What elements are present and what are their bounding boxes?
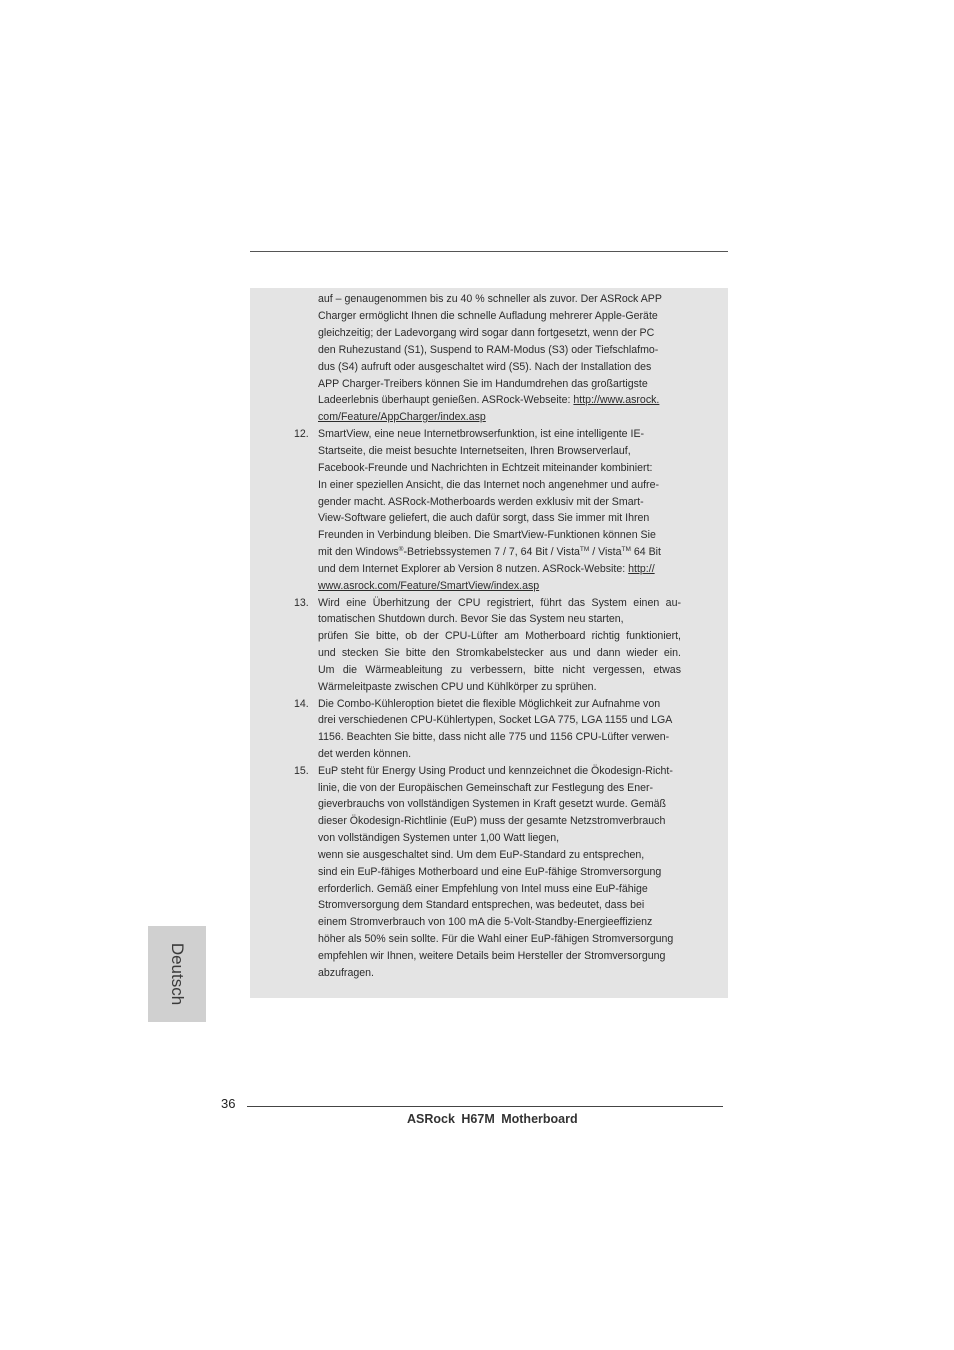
- text-line: 1156. Beachten Sie bitte, dass nicht alle 775 und 1156 CPU-Lüfter verwen-: [318, 731, 670, 743]
- text-line: erforderlich. Gemäß einer Empfehlung von Intel muss eine EuP-fähige: [318, 883, 648, 895]
- text-line: dus (S4) aufruft oder ausgeschaltet wird (S5). Nach der Installation des: [318, 361, 652, 373]
- text-line: Um die Wärmeableitung zu verbessern, bitte nicht vergessen, etwas: [318, 664, 681, 676]
- footer-divider: [247, 1106, 723, 1107]
- text-line: Die Combo-Kühleroption bietet die flexible Möglichkeit zur Aufnahme von: [318, 698, 661, 710]
- text-fragment: und dem Internet Explorer ab Version 8 nutzen. ASRock-Website:: [318, 563, 629, 575]
- text-line: linie, die von der Europäischen Gemeinschaft zur Festlegung des Ener-: [318, 782, 654, 794]
- item-number: 15.: [294, 765, 309, 777]
- text-line: In einer speziellen Ansicht, die das Internet noch angenehmer und aufre-: [318, 479, 659, 491]
- smartview-link[interactable]: http://: [628, 563, 655, 575]
- text-line: det werden können.: [318, 748, 412, 760]
- text-fragment: 64 Bit: [630, 546, 661, 558]
- text-line: Wärmeleitpaste zwischen CPU und Kühlkörper zu sprühen.: [318, 681, 597, 693]
- text-line: einem Stromverbrauch von 100 mA die 5-Volt-Standby-Energieeffizienz: [318, 916, 653, 928]
- text-line: auf – genaugenommen bis zu 40 % schneller als zuvor. Der ASRock APP: [318, 293, 662, 305]
- text-line: von vollständigen Systemen unter 1,00 Watt liegen,: [318, 832, 560, 844]
- text-line: dieser Ökodesign-Richtlinie (EuP) muss der gesamte Netzstromverbrauch: [318, 815, 666, 827]
- item-number: 14.: [294, 698, 309, 710]
- item-number: 13.: [294, 597, 309, 609]
- appcharger-link[interactable]: http://www.asrock.: [573, 394, 660, 406]
- language-tab: [148, 926, 206, 1022]
- footer-product-name: ASRock H67M Motherboard: [407, 1112, 578, 1126]
- text-line: empfehlen wir Ihnen, weitere Details beim Hersteller der Stromversorgung: [318, 950, 666, 962]
- appcharger-link-continued[interactable]: com/Feature/AppCharger/index.asp: [318, 411, 486, 423]
- text-line: gender macht. ASRock-Motherboards werden exklusiv mit der Smart-: [318, 496, 644, 508]
- text-line: Wird eine Überhitzung der CPU registriert, führt das System einen au-: [318, 597, 681, 609]
- text-line: Stromversorgung dem Standard entsprechen, was bedeutet, dass bei: [318, 899, 645, 911]
- registered-mark: ®: [398, 546, 404, 553]
- text-line: [318, 563, 655, 576]
- text-fragment: / Vista: [589, 546, 622, 558]
- text-line: Startseite, die meist besuchte Internetseiten, Ihren Browserverlauf,: [318, 445, 631, 457]
- text-line: sind ein EuP-fähiges Motherboard und eine EuP-fähige Stromversorgung: [318, 866, 662, 878]
- text-line: gleichzeitig; der Ladevorgang wird sogar dann fortgesetzt, wenn der PC: [318, 327, 655, 339]
- text-line: gieverbrauchs von vollständigen Systemen in Kraft gesetzt wurde. Gemäß: [318, 798, 667, 810]
- smartview-link-continued[interactable]: www.asrock.com/Feature/SmartView/index.asp: [318, 580, 540, 592]
- text-line: Freunden in Verbindung bleiben. Die SmartView-Funktionen können Sie: [318, 529, 656, 541]
- text-line: und stecken Sie bitte den Stromkabelstecker aus und dann wieder ein.: [318, 647, 681, 659]
- text-line: abzufragen.: [318, 967, 374, 979]
- text-fragment: mit den Windows: [318, 546, 399, 558]
- text-line: [318, 394, 659, 407]
- top-divider: [250, 251, 728, 252]
- text-fragment: -Betriebssystemen 7 / 7, 64 Bit / Vista: [403, 546, 580, 558]
- page-number: 36: [221, 1096, 236, 1111]
- text-line: höher als 50% sein sollte. Für die Wahl einer EuP-fähigen Stromversorgung: [318, 933, 674, 945]
- language-tab-label: Deutsch: [168, 942, 187, 1006]
- text-line: [318, 546, 661, 559]
- text-line: den Ruhezustand (S1), Suspend to RAM-Modus (S3) oder Tiefschlafmo-: [318, 344, 659, 356]
- text-fragment: Ladeerlebnis überhaupt genießen. ASRock-Webseite:: [318, 394, 574, 406]
- trademark-mark: TM: [621, 546, 631, 553]
- text-line: prüfen Sie bitte, ob der CPU-Lüfter am Motherboard richtig funktioniert,: [318, 630, 681, 642]
- text-line: wenn sie ausgeschaltet sind. Um dem EuP-Standard zu entsprechen,: [318, 849, 645, 861]
- text-line: APP Charger-Treibers können Sie im Handumdrehen das großartigste: [318, 378, 648, 390]
- text-line: drei verschiedenen CPU-Kühlertypen, Socket LGA 775, LGA 1155 und LGA: [318, 714, 673, 726]
- text-line: SmartView, eine neue Internetbrowserfunktion, ist eine intelligente IE-: [318, 428, 645, 440]
- item-number: 12.: [294, 428, 309, 440]
- text-line: tomatischen Shutdown durch. Bevor Sie das System neu starten,: [318, 613, 624, 625]
- text-line: Charger ermöglicht Ihnen die schnelle Aufladung mehrerer Apple-Geräte: [318, 310, 658, 322]
- trademark-mark: TM: [579, 546, 590, 553]
- text-line: EuP steht für Energy Using Product und kennzeichnet die Ökodesign-Richt-: [318, 765, 673, 777]
- text-line: View-Software geliefert, die auch dafür sorgt, dass Sie immer mit Ihren: [318, 512, 650, 524]
- text-line: Facebook-Freunde und Nachrichten in Echtzeit miteinander kombiniert:: [318, 462, 653, 474]
